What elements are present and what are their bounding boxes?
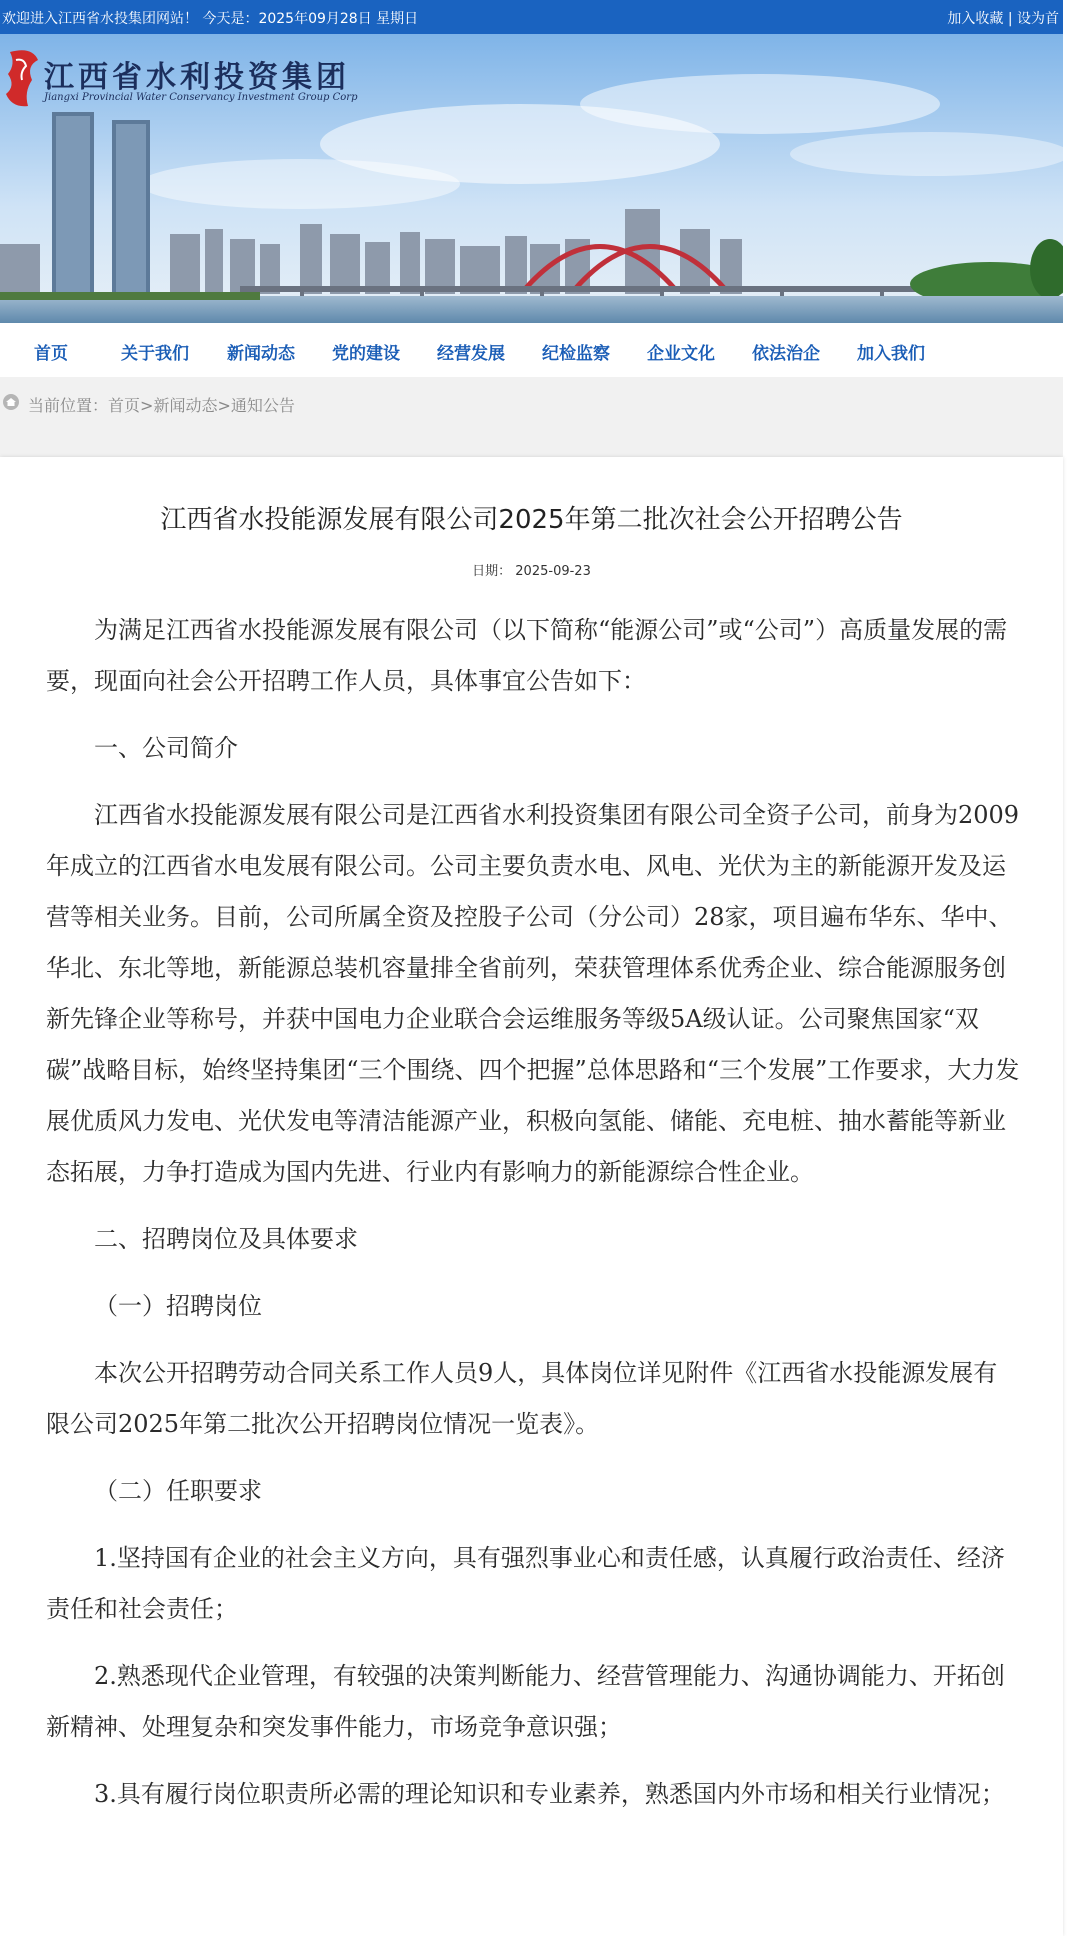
nav-item-discipline[interactable]: 纪检监察: [542, 344, 610, 364]
main-nav: [0, 323, 1063, 377]
breadcrumb-current[interactable]: 通知公告: [230, 396, 295, 415]
section-heading: 二、招聘岗位及具体要求: [94, 1225, 358, 1253]
article-paragraph: 为满足江西省水投能源发展有限公司（以下简称“能源公司”或“公司”）高质量发展的需要，现面向社会公开招聘工作人员，具体事宜公告如下：: [46, 616, 1008, 695]
nav-item-home[interactable]: 首页: [34, 344, 68, 364]
section-heading: 一、公司简介: [94, 734, 238, 762]
article-paragraph: 2.熟悉现代企业管理，有较强的决策判断能力、经营管理能力、沟通协调能力、开拓创新精神、处理复杂和突发事件能力，市场竞争意识强；: [46, 1662, 1005, 1741]
subsection-heading: （二）任职要求: [94, 1477, 262, 1505]
article-paragraph: 江西省水投能源发展有限公司是江西省水利投资集团有限公司全资子公司，前身为2009年成立的江西省水电发展有限公司。公司主要负责水电、风电、光伏为主的新能源开发及运营等相关业务。目前，公司所属全资及控股子公司（分公司）28家，项目遍布华东、华中、华北、东北等地，新能源总装机容量排全省前列，荣获管理体系优秀企业、综合能源服务创新先锋企业等称号，并获中国电力企业联合会运维服务等级5A级认证。公司聚焦国家“双碳”战略目标，始终坚持集团“三个围绕、四个把握”总体思路和“三个发展”工作要求，大力发展优质风力发电、光伏发电等清洁能源产业，积极向氢能、储能、充电桩、抽水蓄能等新业态拓展，力争打造成为国内先进、行业内有影响力的新能源综合性企业。: [46, 801, 1020, 1186]
nav-item-party[interactable]: 党的建设: [332, 344, 400, 364]
subsection-heading: （一）招聘岗位: [94, 1292, 262, 1320]
banner: [0, 34, 1063, 323]
nav-item-law[interactable]: 依法治企: [752, 344, 820, 364]
nav-item-news[interactable]: 新闻动态: [227, 344, 295, 364]
article-paragraph: 1.坚持国有企业的社会主义方向，具有强烈事业心和责任感，认真履行政治责任、经济责任和社会责任；: [46, 1544, 1005, 1623]
nav-item-about[interactable]: 关于我们: [121, 344, 189, 364]
article-paragraph: 3.具有履行岗位职责所必需的理论知识和专业素养，熟悉国内外市场和相关行业情况；: [94, 1780, 1005, 1808]
breadcrumb-path: [28, 393, 295, 416]
logo-title: 江西省水利投资集团: [44, 60, 350, 95]
article-title: 江西省水投能源发展有限公司2025年第二批次社会公开招聘公告: [160, 505, 903, 535]
logo-subtitle: Jiangxi Provincial Water Conservancy Investment Group Corp: [44, 92, 358, 103]
nav-item-culture[interactable]: 企业文化: [647, 344, 715, 364]
breadcrumb-sep: >: [140, 396, 154, 415]
breadcrumb-home[interactable]: 首页: [108, 396, 141, 415]
breadcrumb-sep: >: [217, 396, 231, 415]
nav-item-business[interactable]: 经营发展: [437, 344, 505, 364]
bookmark-links[interactable]: 加入收藏 | 设为首: [947, 11, 1059, 27]
top-bar: [0, 0, 1063, 34]
logo-emblem-icon: [2, 46, 42, 112]
breadcrumb-prefix: 当前位置：: [28, 396, 109, 415]
article-paragraph: 本次公开招聘劳动合同关系工作人员9人，具体岗位详见附件《江西省水投能源发展有限公司2025年第二批次公开招聘岗位情况一览表》。: [46, 1359, 998, 1438]
nav-item-join[interactable]: 加入我们: [857, 344, 925, 364]
article-panel: [0, 457, 1063, 1936]
article-date: 日期： 2025-09-23: [472, 564, 591, 579]
location-icon: [2, 393, 20, 411]
article-body: [46, 605, 1021, 1836]
breadcrumb: [0, 377, 1063, 457]
welcome-text: 欢迎进入江西省水投集团网站！ 今天是：2025年09月28日 星期日: [2, 11, 419, 27]
breadcrumb-news[interactable]: 新闻动态: [153, 396, 218, 415]
